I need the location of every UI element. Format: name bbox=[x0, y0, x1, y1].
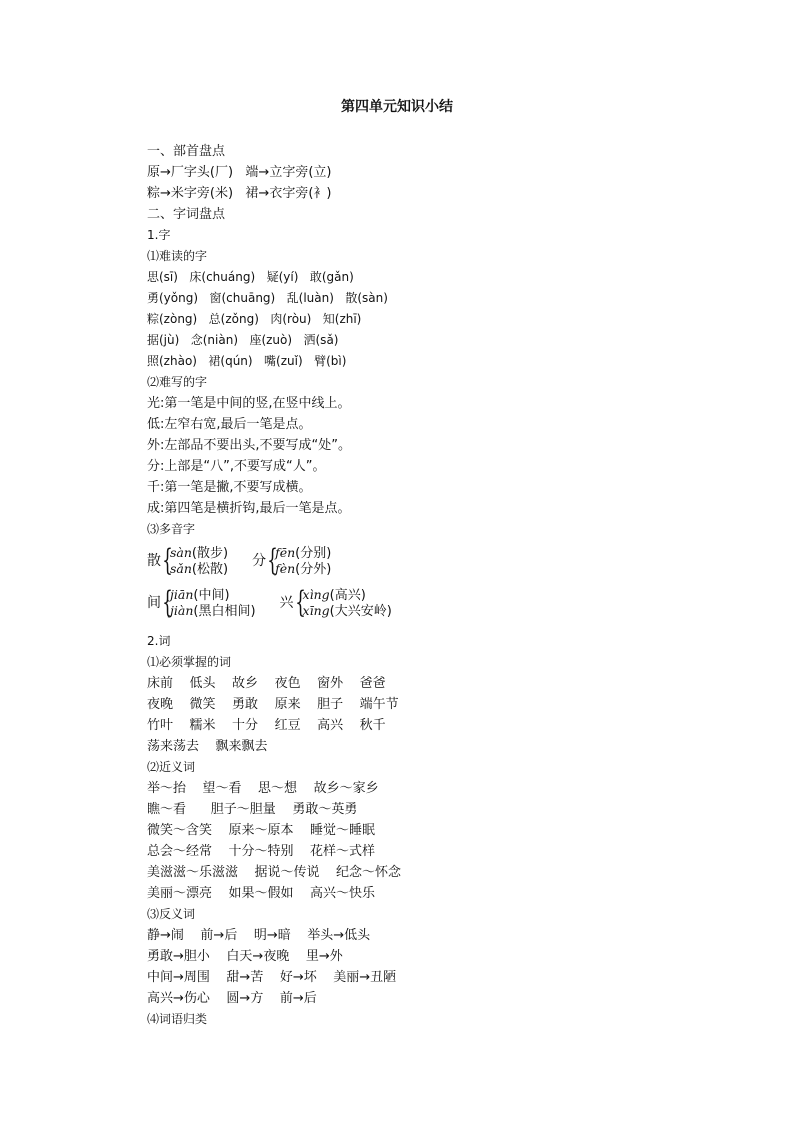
section-heading: 二、字词盘点 bbox=[147, 207, 226, 222]
polyphone-char: 兴 bbox=[279, 595, 294, 611]
polyphone-char: 散 bbox=[147, 553, 161, 569]
hard-write-line: 成:第四笔是横折钩,最后一笔是点。 bbox=[147, 501, 351, 516]
subsection-heading: ⑵近义词 bbox=[147, 760, 196, 774]
polyphone-entry bbox=[147, 544, 228, 578]
subsection-heading: ⑶多音字 bbox=[147, 522, 196, 536]
synonym-line: 举～抬 望～看 思～想 故乡～家乡 bbox=[147, 781, 379, 796]
radical-line: 原→厂字头(厂) 端→立字旁(立) bbox=[147, 165, 332, 180]
brace-icon: { bbox=[162, 543, 173, 578]
polyphone-char: 间 bbox=[147, 595, 161, 611]
hard-read-line: 勇(yǒng) 窗(chuāng) 乱(luàn) 散(sàn) bbox=[147, 291, 388, 305]
polyphone-reading: xīng(大兴安岭) bbox=[302, 603, 392, 619]
polyphone-reading: jiān(中间) bbox=[170, 587, 230, 603]
subsection-heading: ⑵难写的字 bbox=[147, 375, 208, 389]
antonym-line: 勇敢→胆小 白天→夜晚 里→外 bbox=[147, 949, 343, 964]
hard-read-line: 据(jù) 念(niàn) 座(zuò) 洒(sǎ) bbox=[147, 333, 339, 347]
antonym-line: 静→闹 前→后 明→暗 举头→低头 bbox=[147, 928, 371, 943]
hard-read-line: 粽(zòng) 总(zǒng) 肉(ròu) 知(zhī) bbox=[147, 312, 362, 326]
word-line: 竹叶 糯米 十分 红豆 高兴 秋千 bbox=[147, 718, 386, 733]
word-line: 夜晚 微笑 勇敢 原来 胆子 端午节 bbox=[147, 697, 399, 712]
subsection-heading: ⑴难读的字 bbox=[147, 249, 208, 263]
polyphone-reading: sàn(散步) bbox=[170, 545, 229, 561]
synonym-line: 微笑～含笑 原来～原本 睡觉～睡眠 bbox=[147, 823, 376, 838]
polyphone-reading: xìng(高兴) bbox=[302, 587, 366, 603]
brace-icon: { bbox=[267, 543, 278, 578]
hard-write-line: 千:第一笔是撇,不要写成横。 bbox=[147, 480, 312, 495]
subsection-heading: ⑷词语归类 bbox=[147, 1012, 208, 1026]
hard-write-line: 外:左部品不要出头,不要写成“处”。 bbox=[147, 438, 351, 453]
brace-icon: { bbox=[294, 585, 306, 620]
synonym-line: 美滋滋～乐滋滋 据说～传说 纪念～怀念 bbox=[147, 865, 402, 880]
polyphone-readings bbox=[275, 545, 331, 577]
hard-write-line: 光:第一笔是中间的竖,在竖中线上。 bbox=[147, 396, 351, 411]
synonym-line: 美丽～漂亮 如果～假如 高兴～快乐 bbox=[147, 886, 376, 901]
polyphone-reading: fēn(分别) bbox=[275, 545, 332, 561]
polyphone-row bbox=[147, 540, 687, 582]
section-heading: 一、部首盘点 bbox=[147, 144, 226, 159]
hard-read-line: 照(zhào) 裙(qún) 嘴(zuǐ) 臂(bì) bbox=[147, 354, 347, 368]
word-line: 床前 低头 故乡 夜色 窗外 爸爸 bbox=[147, 676, 386, 691]
document-body bbox=[147, 141, 687, 1030]
antonym-line: 高兴→伤心 圆→方 前→后 bbox=[147, 991, 317, 1006]
synonym-line: 总会～经常 十分～特别 花样～式样 bbox=[147, 844, 376, 859]
hard-read-line: 思(sī) 床(chuáng) 疑(yí) 敢(gǎn) bbox=[147, 270, 354, 284]
hard-write-line: 低:左窄右宽,最后一笔是点。 bbox=[147, 417, 312, 432]
polyphone-entry bbox=[280, 586, 392, 620]
polyphone-reading: sǎn(松散) bbox=[170, 561, 229, 577]
polyphone-readings bbox=[170, 545, 228, 577]
subsection-heading: 1.字 bbox=[147, 228, 171, 242]
polyphone-reading: jiàn(黑白相间) bbox=[170, 603, 256, 619]
polyphone-entry bbox=[147, 586, 256, 620]
polyphone-char: 分 bbox=[252, 553, 267, 569]
polyphone-readings bbox=[170, 587, 256, 619]
brace-icon: { bbox=[162, 585, 173, 620]
synonym-line: 瞧～看 胆子～胆量 勇敢～英勇 bbox=[147, 802, 358, 817]
antonym-line: 中间→周围 甜→苦 好→坏 美丽→丑陋 bbox=[147, 970, 397, 985]
subsection-heading: 2.词 bbox=[147, 634, 171, 648]
polyphone-readings bbox=[303, 587, 392, 619]
hard-write-line: 分:上部是“八”,不要写成“人”。 bbox=[147, 459, 326, 474]
polyphone-row bbox=[147, 582, 687, 624]
subsection-heading: ⑴必须掌握的词 bbox=[147, 655, 232, 669]
polyphone-reading: fèn(分外) bbox=[275, 561, 332, 577]
radical-line: 粽→米字旁(米) 裙→衣字旁(衤) bbox=[147, 186, 332, 201]
word-line: 荡来荡去 飘来飘去 bbox=[147, 739, 268, 754]
polyphone-entry bbox=[252, 544, 331, 578]
subsection-heading: ⑶反义词 bbox=[147, 907, 196, 921]
page-title: 第四单元知识小结 bbox=[341, 99, 453, 115]
